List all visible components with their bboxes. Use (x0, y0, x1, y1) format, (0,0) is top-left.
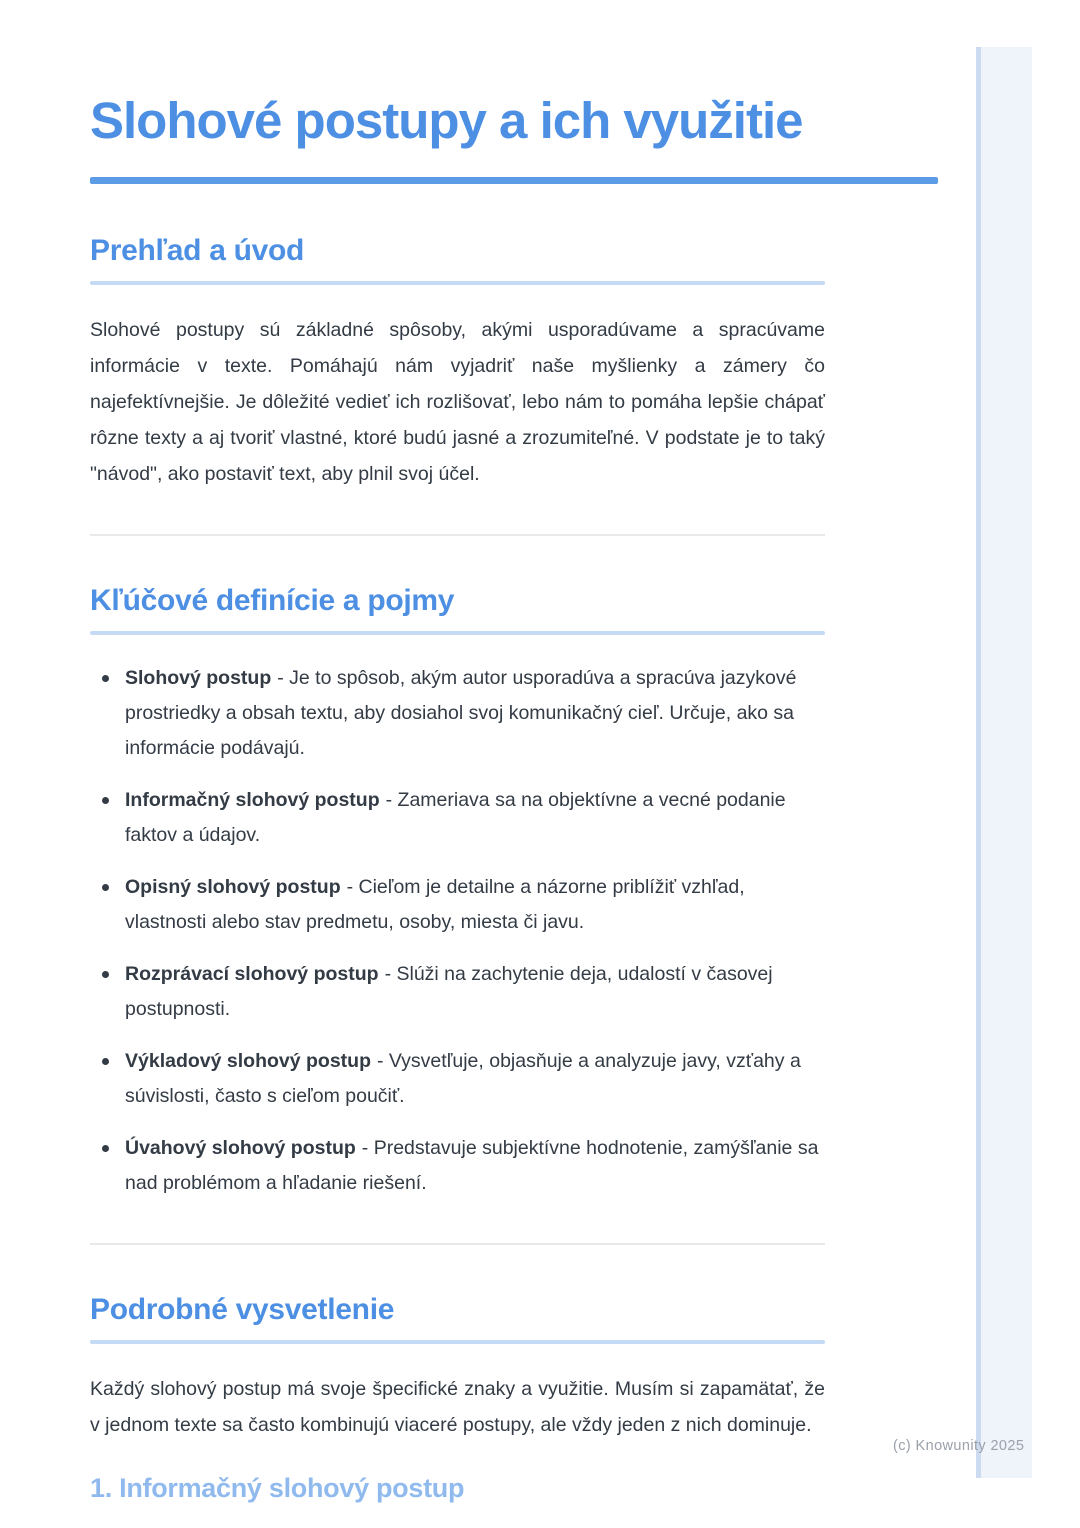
list-item (90, 957, 825, 1027)
watermark: (c) Knowunity 2025 (893, 1438, 1025, 1454)
bullet-icon (102, 1145, 109, 1152)
heading-underline (90, 631, 825, 635)
definition-term: Úvahový slohový postup (125, 1137, 356, 1160)
list-item (90, 661, 825, 766)
definition-description: - Zameriava sa na objektívne a vecné podanie faktov a údajov. (125, 789, 786, 847)
heading-underline (90, 1340, 825, 1344)
definition-description: - Cieľom je detailne a názorne priblížiť vzhľad, vlastnosti alebo stav predmetu, osoby, miesta či javu. (125, 876, 745, 934)
bullet-icon (102, 884, 109, 891)
section-divider (90, 1243, 825, 1245)
heading-underline (90, 281, 825, 285)
definition-term: Výkladový slohový postup (125, 1050, 371, 1073)
list-item (90, 870, 825, 940)
document-page (90, 0, 938, 1504)
detail-paragraph: Každý slohový postup má svoje špecifické znaky a využitie. Musím si zapamätať, že v jednom texte sa často kombinujú viaceré postupy, ale vždy jeden z nich dominuje. (90, 1378, 825, 1437)
definition-description: - Vysvetľuje, objasňuje a analyzuje javy, vzťahy a súvislosti, často s cieľom poučiť. (125, 1050, 801, 1108)
definitions-list (90, 661, 825, 1201)
list-item (90, 1131, 825, 1201)
title-rule (90, 177, 938, 184)
list-item (90, 783, 825, 853)
definition-description: - Je to spôsob, akým autor usporadúva a spracúva jazykové prostriedky a obsah textu, aby dosiahol svoj komunikačný cieľ. Určuje, ako sa informácie podávajú. (125, 667, 797, 760)
section-divider (90, 534, 825, 536)
definition-term: Slohový postup (125, 667, 272, 690)
definition-term: Opisný slohový postup (125, 876, 341, 899)
definition-description: - Predstavuje subjektívne hodnotenie, zamýšľanie sa nad problémom a hľadanie riešení. (125, 1137, 819, 1195)
section-heading-overview: Prehľad a úvod (90, 234, 305, 268)
section-heading-detail: Podrobné vysvetlenie (90, 1293, 395, 1327)
page-title: Slohové postupy a ich využitie (90, 92, 803, 149)
definition-description: - Slúži na zachytenie deja, udalostí v časovej postupnosti. (125, 963, 773, 1021)
list-item (90, 1044, 825, 1114)
subsection-heading-informacny: 1. Informačný slohový postup (90, 1473, 465, 1504)
bullet-icon (102, 797, 109, 804)
bullet-icon (102, 971, 109, 978)
definition-term: Informačný slohový postup (125, 789, 380, 812)
bullet-icon (102, 1058, 109, 1065)
overview-paragraph: Slohové postupy sú základné spôsoby, akými usporadúvame a spracúvame informácie v texte. Pomáhajú nám vyjadriť naše myšlienky a zámery čo najefektívnejšie. Je dôležité vedieť ich rozlišovať, lebo nám to pomáha lepšie chápať rôzne texty a aj tvoriť vlastné, ktoré budú jasné a zrozumiteľné. V podstate je to taký "návod", ako postaviť text, aby plnil svoj účel. (90, 319, 825, 486)
page-edge-bar (976, 47, 1032, 1478)
section-heading-definitions: Kľúčové definície a pojmy (90, 584, 455, 618)
bullet-icon (102, 675, 109, 682)
definition-term: Rozprávací slohový postup (125, 963, 379, 986)
